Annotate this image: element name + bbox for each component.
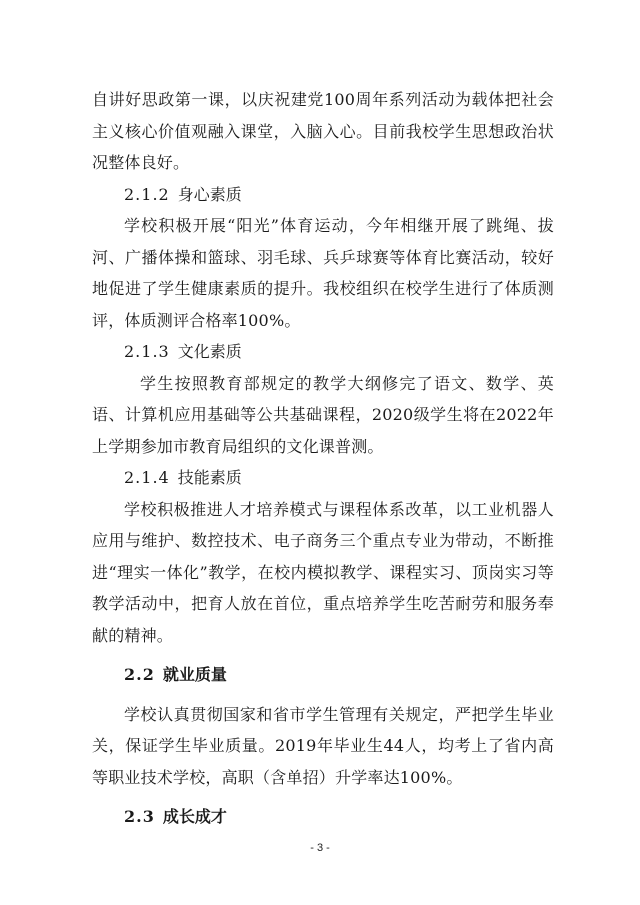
section-number: 2.1.3 [124,342,170,361]
paragraph-culture: 学生按照教育部规定的教学大纲修完了语文、数学、英语、计算机应用基础等公共基础课程，2020级学生将在2022年上学期参加市教育局组织的文化课普测。 [92,373,554,456]
page-body [92,84,554,841]
section-heading-2-1-3 [92,336,554,368]
section-number: 2.3 [124,807,155,826]
section-heading-2-3 [92,801,554,833]
section-title: 成长成才 [162,807,227,826]
section-heading-2-1-2 [92,179,554,211]
section-title: 技能素质 [177,468,242,487]
section-title: 文化素质 [177,342,242,361]
page-number: - 3 - [310,842,330,854]
section-number: 2.1.2 [124,184,170,204]
section-number: 2.1.4 [124,468,170,487]
section-heading-2-2 [92,659,554,691]
section-number: 2.2 [124,665,155,684]
paragraph-physical: 学校积极开展“阳光”体育运动，今年相继开展了跳绳、拔河、广播体操和篮球、羽毛球、兵乒球赛等体育比赛活动，较好地促进了学生健康素质的提升。我校组织在校学生进行了体质测评，体质测评合格率100%。 [92,216,554,330]
section-title: 就业质量 [162,665,227,684]
paragraph-skills: 学校积极推进人才培养模式与课程体系改革，以工业机器人应用与维护、数控技术、电子商务三个重点专业为带动，不断推进“理实一体化”教学，在校内模拟教学、课程实习、顶岗实习等教学活动中，把育人放在首位，重点培养学生吃苦耐劳和服务奉献的精神。 [92,499,554,645]
paragraph-employment: 学校认真贯彻国家和省市学生管理有关规定，严把学生毕业关，保证学生毕业质量。2019年毕业生44人，均考上了省内高等职业技术学校，高职（含单招）升学率达100%。 [92,704,554,787]
section-title: 身心素质 [177,184,242,204]
section-heading-2-1-4 [92,462,554,494]
paragraph-ideology: 自讲好思政第一课，以庆祝建党100周年系列活动为载体把社会主义核心价值观融入课堂，入脑入心。目前我校学生思想政治状况整体良好。 [92,90,554,172]
